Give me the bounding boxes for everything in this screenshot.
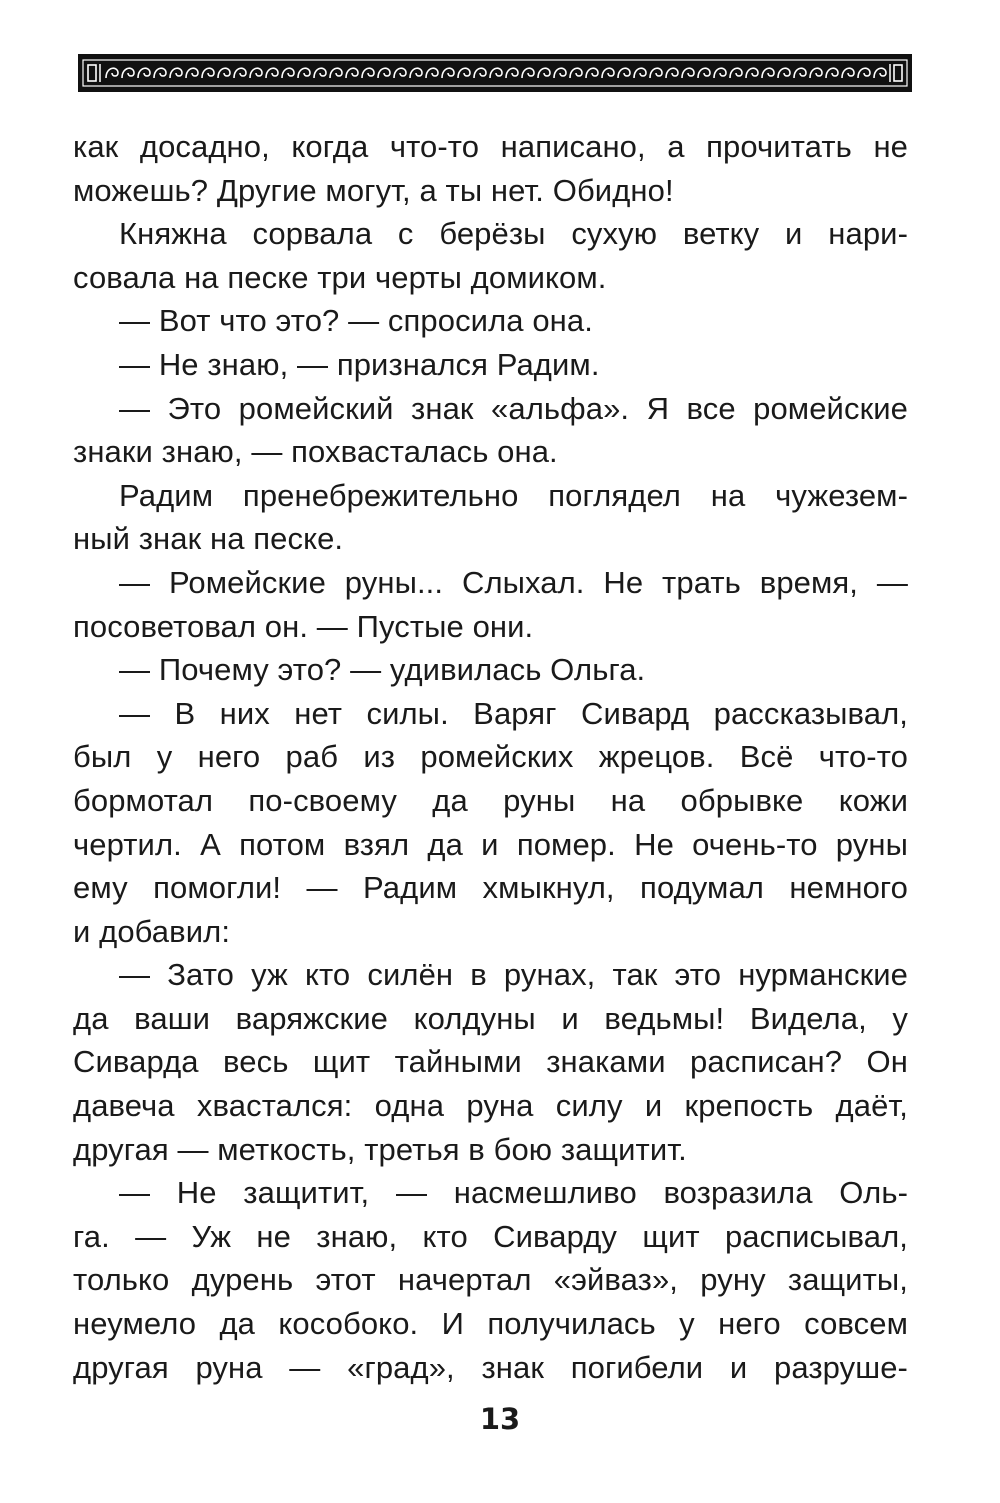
text-line: как досадно, когда что-то написано, а прочитать не [73,129,908,164]
text-line: знаки знаю, — похвасталась она. [73,434,558,470]
text-line: и добавил: [73,913,231,949]
page-number: 13 [479,1402,521,1436]
text-line: Радим пренебрежительно поглядел на чужезем- [119,477,908,513]
text-line: другая руна — «град», знак погибели и разруше- [73,1349,908,1385]
text-line: можешь? Другие могут, а ты нет. Обидно! [73,172,674,208]
text-line: чертил. А потом взял да и помер. Не очень-то руны [73,826,908,862]
text-line: ный знак на песке. [73,521,344,557]
text-line: Сиварда весь щит тайными знаками расписан? Он [73,1044,908,1080]
text-line: — В них нет силы. Варяг Сивард рассказывал, [119,695,908,731]
ornament-pattern [80,56,910,90]
text-line: был у него раб из ромейских жрецов. Всё что-то [73,739,908,775]
text-line: да ваши варяжские колдуны и ведьмы! Видела, у [73,1000,908,1036]
text-line: — Зато уж кто силён в рунах, так это нурманские [119,957,908,993]
text-line: только дурень этот начертал «эйваз», руну защиты, [73,1262,908,1298]
body-text [73,125,908,1389]
decorative-border-icon [78,54,912,92]
text-line: ему помогли! — Радим хмыкнул, подумал немного [73,870,908,906]
text-line: совала на песке три черты домиком. [73,259,607,295]
text-line: — Почему это? — удивилась Ольга. [119,652,646,688]
text-line: — Вот что это? — спросила она. [119,303,593,339]
text-line: давеча хвастался: одна руна силу и крепость даёт, [73,1088,908,1124]
text-line: — Ромейские руны... Слыхал. Не трать время, — [119,564,908,600]
text-line: — Не знаю, — признался Радим. [119,346,600,382]
text-line: бормотал по-своему да руны на обрывке кожи [73,782,908,818]
text-line: Княжна сорвала с берёзы сухую ветку и нари- [119,216,908,252]
text-line: неумело да кособоко. И получилась у него совсем [73,1306,908,1342]
text-line: — Это ромейский знак «альфа». Я все ромейские [119,390,908,426]
text-line: другая — меткость, третья в бою защитит. [73,1131,687,1167]
text-line: — Не защитит, — насмешливо возразила Оль- [119,1175,908,1211]
text-line: га. — Уж не знаю, кто Сиварду щит расписывал, [73,1218,908,1254]
text-line: посоветовал он. — Пустые они. [73,608,534,644]
